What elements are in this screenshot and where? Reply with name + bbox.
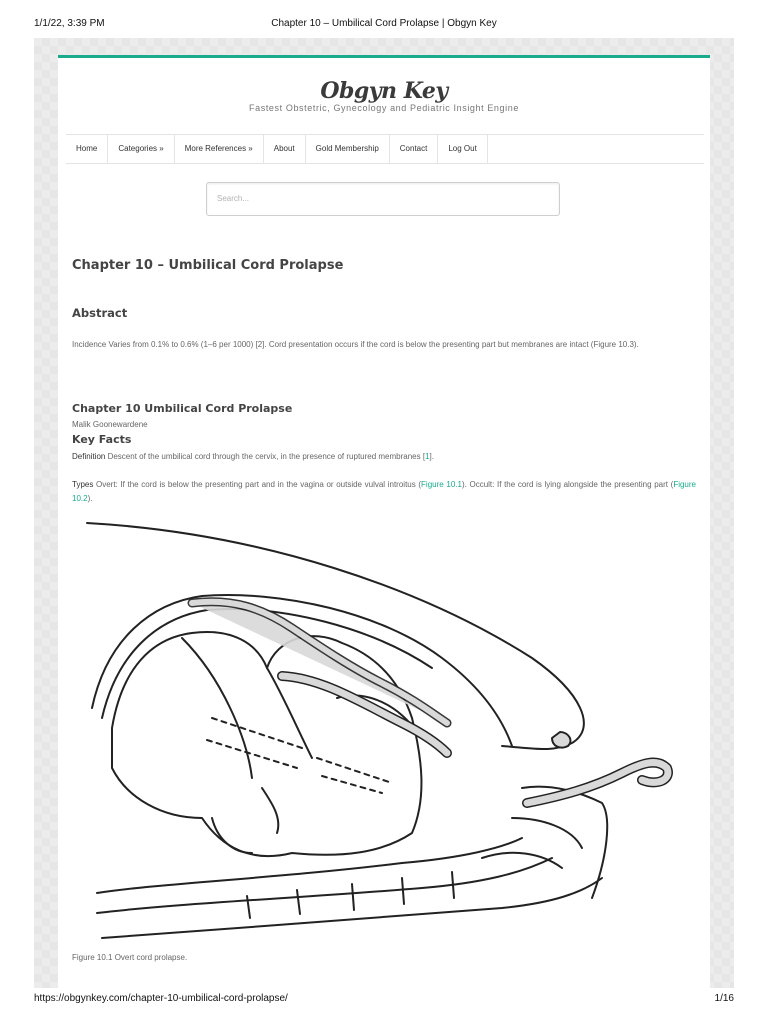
figure-10-2-link[interactable]: Figure 10.2 (72, 480, 696, 503)
nav-item-more-references[interactable]: More References » (175, 135, 264, 163)
nav-item-categories[interactable]: Categories » (108, 135, 174, 163)
figure-10-1-link[interactable]: Figure 10.1 (421, 480, 462, 489)
cord-prolapse-illustration (82, 518, 682, 948)
search-input[interactable] (206, 182, 560, 216)
abstract-text: Incidence Varies from 0.1% to 0.6% (1–6 per 1000) [2]. Cord presentation occurs if the cord is below the presenting part but membranes are intact (Figure 10.3). (72, 340, 639, 349)
definition-end: ]. (429, 452, 434, 461)
nav-item-about[interactable]: About (264, 135, 306, 163)
nav-item-gold-membership[interactable]: Gold Membership (306, 135, 390, 163)
key-facts-heading: Key Facts (72, 433, 132, 446)
abstract-heading: Abstract (72, 306, 128, 320)
site-tagline: Fastest Obstetric, Gynecology and Pediatric Insight Engine (249, 103, 519, 113)
chapter-heading: Chapter 10 Umbilical Cord Prolapse (72, 402, 293, 415)
site-title[interactable]: Obgyn Key (320, 78, 448, 104)
types-label: Types (72, 480, 94, 489)
main-nav (66, 134, 704, 164)
print-page-title: Chapter 10 – Umbilical Cord Prolapse | Obgyn Key (271, 18, 497, 29)
nav-item-log-out[interactable]: Log Out (438, 135, 487, 163)
author-name: Malik Goonewardene (72, 420, 148, 429)
content-card (58, 55, 710, 993)
types-text-2: ). Occult: If the cord is lying alongside the presenting part ( (461, 480, 674, 489)
types-text-3: ). (87, 494, 93, 503)
print-header (0, 0, 768, 36)
types-paragraph (72, 478, 696, 506)
print-page-number: 1/16 (714, 993, 734, 1004)
print-timestamp: 1/1/22, 3:39 PM (34, 18, 105, 29)
print-footer (0, 990, 768, 1024)
types-text-1: Overt: If the cord is below the presenting part and in the vagina or outside vulval introitus ( (93, 480, 422, 489)
figure-caption: Figure 10.1 Overt cord prolapse. (72, 953, 188, 962)
article-title: Chapter 10 – Umbilical Cord Prolapse (72, 258, 344, 273)
definition-label: Definition (72, 452, 106, 461)
nav-item-home[interactable]: Home (66, 135, 108, 163)
reference-link-1[interactable]: 1 (425, 452, 430, 461)
nav-item-contact[interactable]: Contact (390, 135, 439, 163)
definition-text: Descent of the umbilical cord through the cervix, in the presence of ruptured membranes [ (105, 452, 426, 461)
definition-paragraph (72, 450, 696, 464)
print-url: https://obgynkey.com/chapter-10-umbilical-cord-prolapse/ (34, 993, 288, 1004)
